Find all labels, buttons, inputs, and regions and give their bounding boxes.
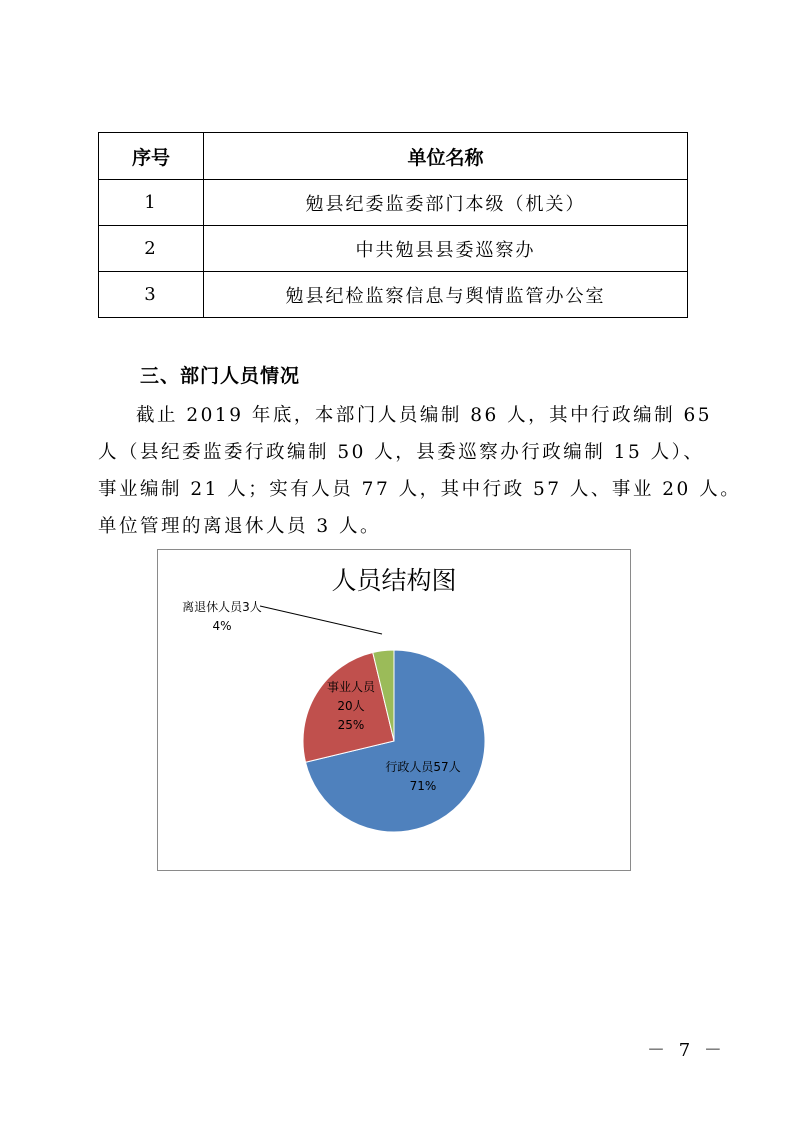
table-header-row xyxy=(99,133,688,180)
cell-no: 1 xyxy=(99,180,204,226)
cell-unit-name: 中共勉县县委巡察办 xyxy=(204,226,688,272)
label-career-percent: 25% xyxy=(337,718,365,732)
paragraph-line: 单位管理的离退休人员 3 人。 xyxy=(98,516,382,537)
cell-unit-name: 勉县纪委监委部门本级（机关） xyxy=(204,180,688,226)
label-retired-name: 离退休人员3人 xyxy=(182,600,262,614)
label-admin-name: 行政人员57人 xyxy=(385,760,461,774)
section-paragraph xyxy=(98,397,742,545)
chart-title: 人员结构图 xyxy=(331,566,457,595)
paragraph-line: 事业编制 21 人；实有人员 77 人，其中行政 57 人、事业 20 人。 xyxy=(98,479,742,500)
label-career-count: 20人 xyxy=(337,699,365,713)
personnel-pie-chart xyxy=(157,549,631,871)
table-row xyxy=(99,226,688,272)
table-row xyxy=(99,180,688,226)
label-admin-percent: 71% xyxy=(409,779,437,793)
label-career-name: 事业人员 xyxy=(326,680,376,694)
paragraph-line: 截止 2019 年底，本部门人员编制 86 人，其中行政编制 65 xyxy=(136,405,713,426)
cell-no: 2 xyxy=(99,226,204,272)
paragraph-line: 人（县纪委监委行政编制 50 人，县委巡察办行政编制 15 人）、 xyxy=(98,442,705,463)
section-heading: 三、部门人员情况 xyxy=(140,365,301,387)
cell-unit-name: 勉县纪检监察信息与舆情监管办公室 xyxy=(204,272,688,318)
unit-table xyxy=(98,132,688,318)
header-unit-name: 单位名称 xyxy=(204,133,688,180)
label-retired-percent: 4% xyxy=(212,619,232,633)
cell-no: 3 xyxy=(99,272,204,318)
retired-leader-line xyxy=(260,606,382,634)
header-no: 序号 xyxy=(99,133,204,180)
table-row xyxy=(99,272,688,318)
page-number: － 7 － xyxy=(647,1040,726,1061)
